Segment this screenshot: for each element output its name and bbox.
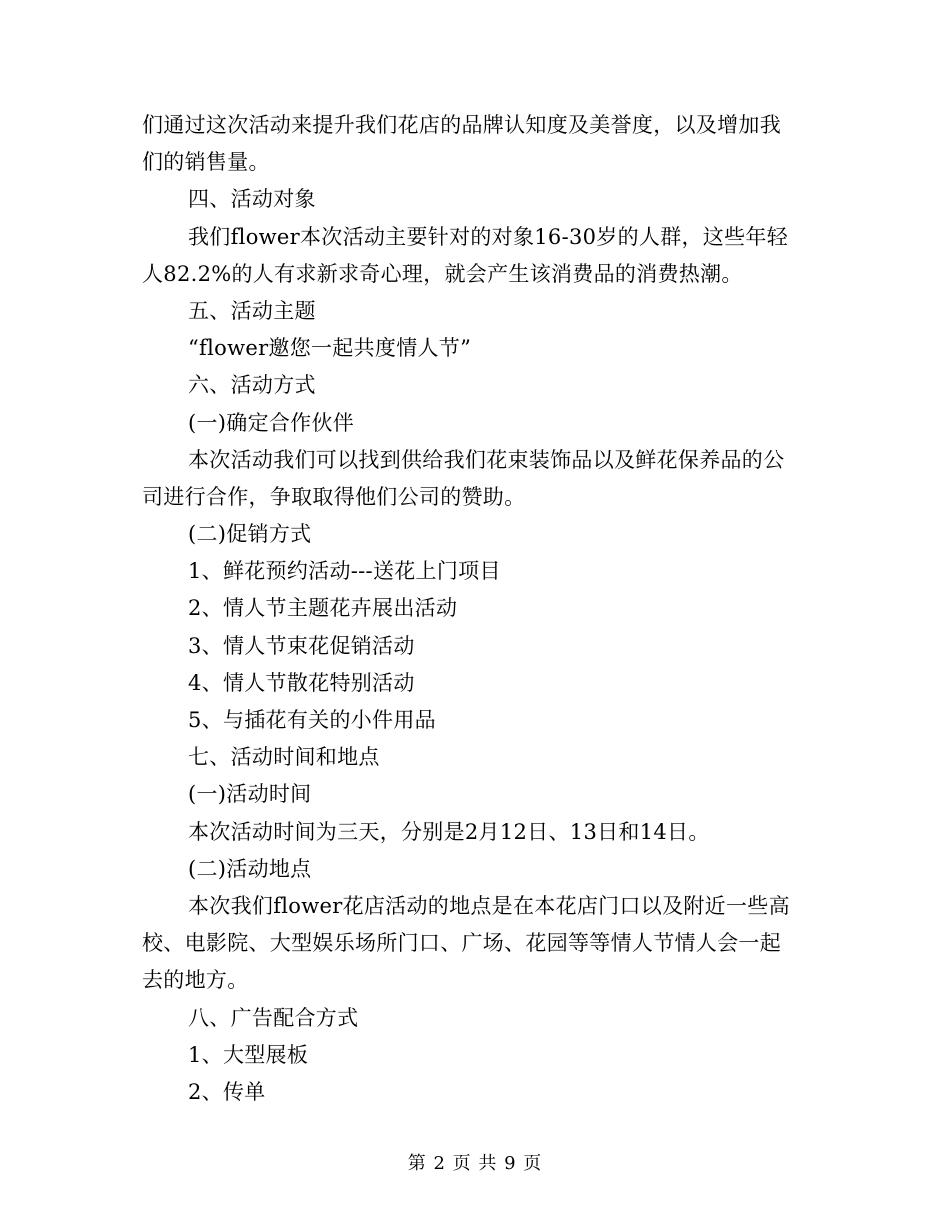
text-line: 司进行合作，争取取得他们公司的赞助。 bbox=[142, 484, 526, 509]
page-number-footer: 第 2 页 共 9 页 bbox=[407, 1153, 543, 1174]
text-line: 去的地方。 bbox=[142, 968, 249, 993]
text-line: 们通过这次活动来提升我们花店的品牌认知度及美誉度，以及增加我 bbox=[142, 113, 781, 137]
list-item: 1、大型展板 bbox=[188, 1042, 309, 1067]
subsection-heading: (一)确定合作伙伴 bbox=[188, 410, 355, 435]
list-item: 5、与插花有关的小件用品 bbox=[188, 708, 436, 732]
list-item: 4、情人节散花特别活动 bbox=[188, 670, 415, 695]
text-line: 本次活动我们可以找到供给我们花束装饰品以及鲜花保养品的公 bbox=[188, 447, 785, 472]
list-item: 2、情人节主题花卉展出活动 bbox=[188, 596, 458, 621]
section-heading: 六、活动方式 bbox=[188, 373, 316, 398]
section-heading: 八、广告配合方式 bbox=[188, 1005, 359, 1030]
text-line: 校、电影院、大型娱乐场所门口、广场、花园等等情人节情人会一起 bbox=[142, 931, 781, 956]
text-line: 们的销售量。 bbox=[142, 150, 270, 175]
text-line: “flower邀您一起共度情人节” bbox=[188, 336, 472, 361]
subsection-heading: (一)活动时间 bbox=[188, 782, 312, 807]
section-heading: 七、活动时间和地点 bbox=[188, 745, 380, 770]
subsection-heading: (二)促销方式 bbox=[188, 522, 312, 547]
text-line: 我们flower本次活动主要针对的对象16-30岁的人群，这些年轻 bbox=[188, 224, 789, 249]
section-heading: 五、活动主题 bbox=[188, 298, 316, 323]
text-line: 本次活动时间为三天，分别是2月12日、13日和14日。 bbox=[188, 819, 710, 844]
text-line: 本次我们flower花店活动的地点是在本花店门口以及附近一些高 bbox=[188, 893, 790, 918]
list-item: 2、传单 bbox=[188, 1079, 266, 1104]
section-heading: 四、活动对象 bbox=[188, 187, 316, 212]
text-line: 人82.2%的人有求新求奇心理，就会产生该消费品的消费热潮。 bbox=[142, 261, 743, 286]
subsection-heading: (二)活动地点 bbox=[188, 856, 312, 881]
list-item: 3、情人节束花促销活动 bbox=[188, 633, 415, 658]
list-item: 1、鲜花预约活动---送花上门项目 bbox=[188, 559, 501, 584]
document-body bbox=[142, 107, 812, 1111]
